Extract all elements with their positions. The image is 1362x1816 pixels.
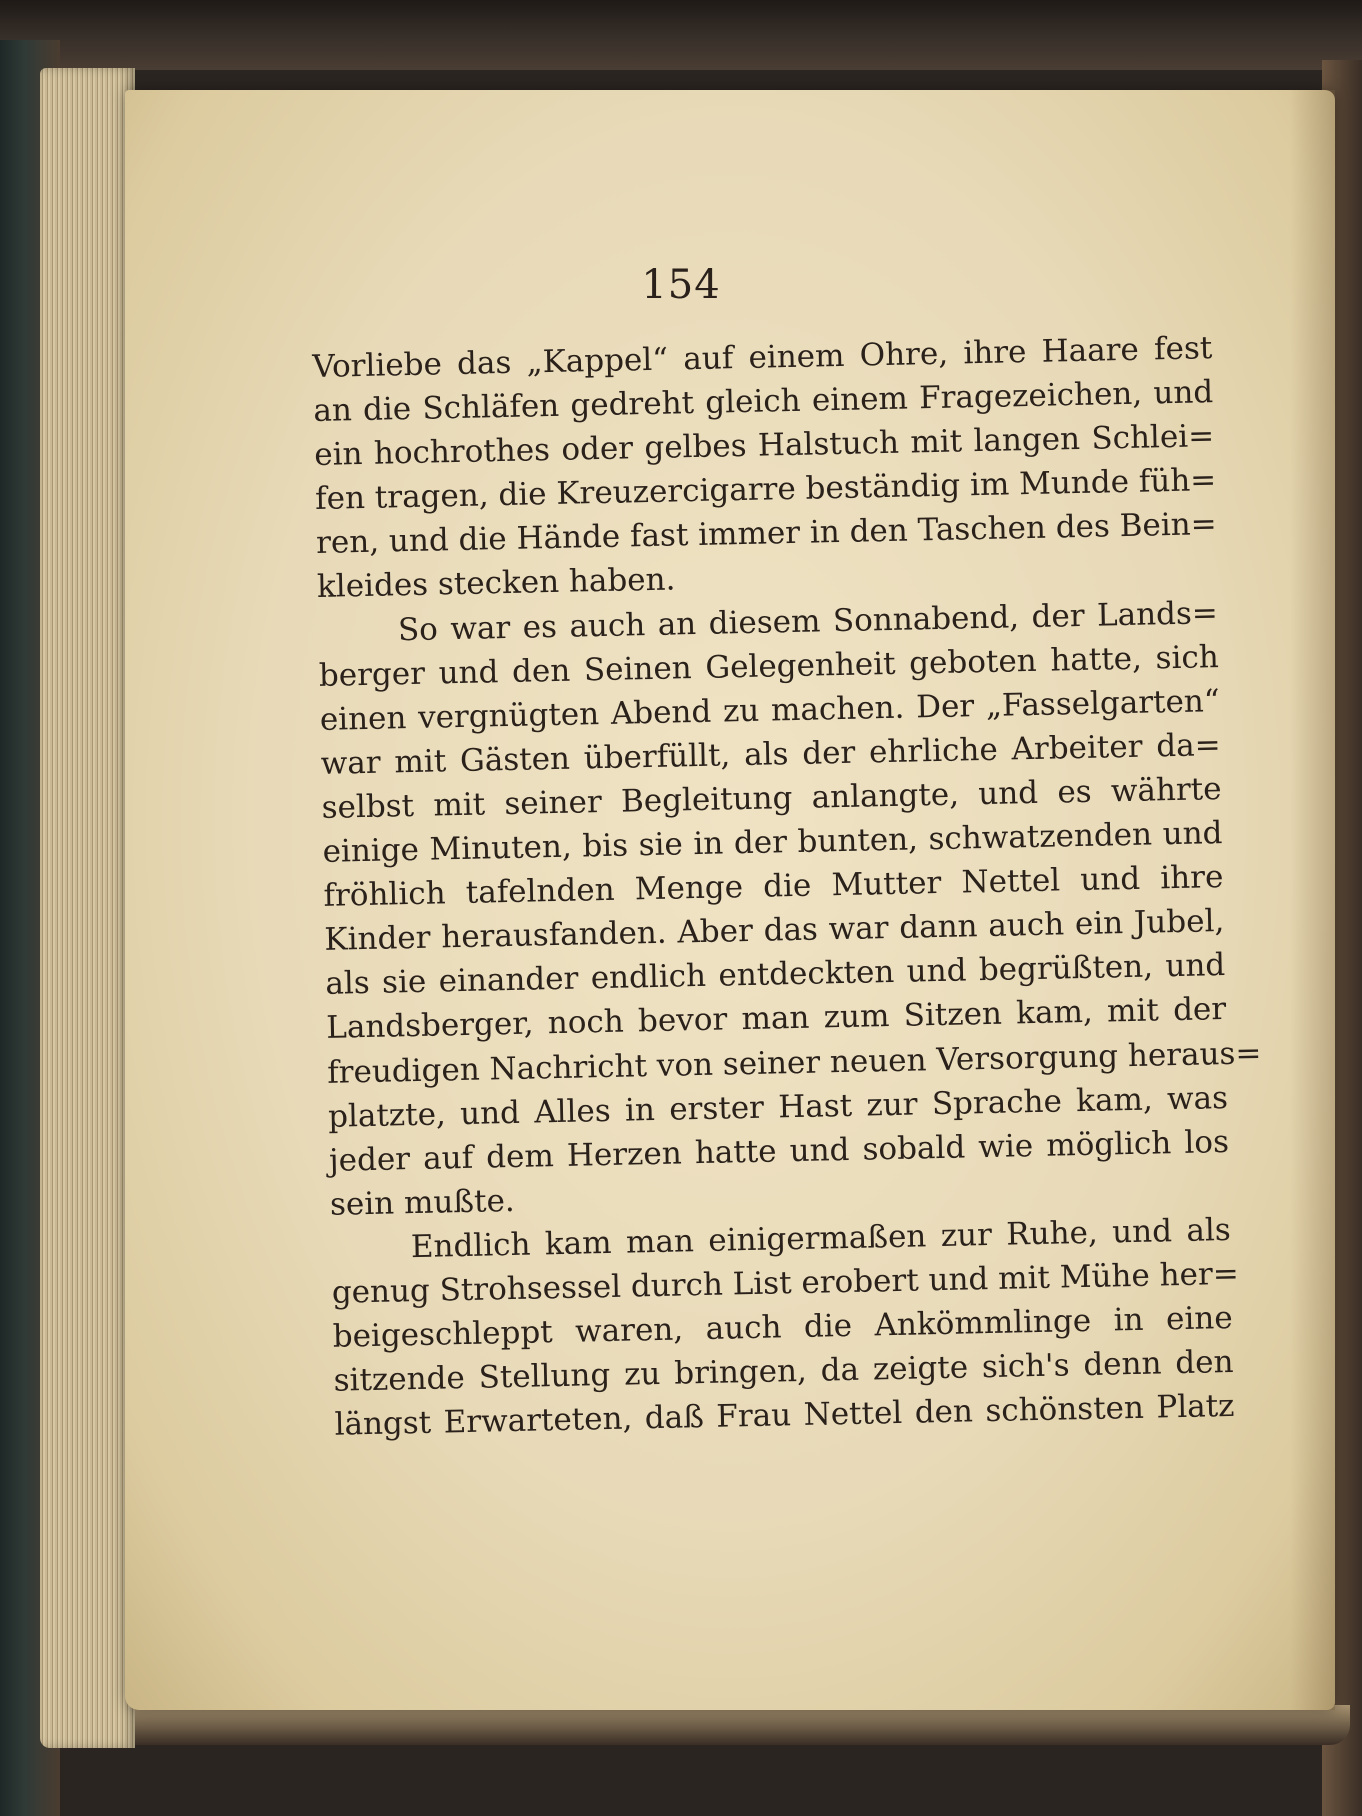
text-line: an die Schläfen gedreht gleich einem Fragezeichen, und <box>313 374 1214 430</box>
text-line: sitzende Stellung zu bringen, da zeigte sich's denn den <box>333 1344 1234 1399</box>
text-line: Vorliebe das „Kappel“ auf einem Ohre, ihre Haare fest <box>312 330 1213 385</box>
text-line: Endlich kam man einigermaßen zur Ruhe, und als <box>410 1211 1232 1265</box>
text-line: berger und den Seinen Gelegenheit geboten hatte, sich <box>318 638 1220 694</box>
text-line: genug Strohsessel durch List erobert und mit Mühe her= <box>331 1255 1240 1311</box>
page-edges <box>40 68 135 1748</box>
text-line: kleides stecken haben. <box>316 561 676 606</box>
text-line: jeder auf dem Herzen hatte und sobald wie möglich los <box>328 1123 1230 1179</box>
text-line: sein mußte. <box>329 1182 516 1223</box>
text-line: freudigen Nachricht von seiner neuen Versorgung heraus= <box>326 1034 1262 1091</box>
book-bottom-edge <box>60 1705 1350 1745</box>
text-line: als sie einander endlich entdeckten und begrüßten, und <box>325 947 1226 1003</box>
text-line: war mit Gästen überfüllt, als der ehrliche Arbeiter da= <box>320 726 1221 782</box>
text-line: Landsberger, noch bevor man zum Sitzen kam, mit der <box>325 991 1227 1047</box>
text-line: fröhlich tafelnden Menge die Mutter Nettel und ihre <box>323 859 1224 915</box>
text-line: fen tragen, die Kreuzercigarre beständig im Munde füh= <box>314 462 1217 518</box>
text-line: beigeschleppt waren, auch die Ankömmlinge in eine <box>332 1300 1233 1355</box>
page-text <box>312 326 1262 1447</box>
text-line: ren, und die Hände fast immer in den Taschen des Bein= <box>315 506 1218 562</box>
text-line: So war es auch an diesem Sonnabend, der Lands= <box>397 594 1219 648</box>
book-cover-top <box>0 0 1362 70</box>
text-line: platzte, und Alles in erster Hast zur Sprache kam, was <box>327 1079 1229 1135</box>
text-line: selbst mit seiner Begleitung anlangte, und es währte <box>321 770 1222 826</box>
text-line: ein hochrothes oder gelbes Halstuch mit langen Schlei= <box>313 418 1215 474</box>
gutter-shadow <box>1290 90 1335 1710</box>
text-line: Kinder herausfanden. Aber das war dann auch ein Jubel, <box>324 903 1225 959</box>
text-line: längst Erwarteten, daß Frau Nettel den schönsten Platz <box>334 1388 1235 1444</box>
page-number: 154 <box>641 262 721 308</box>
text-line: einen vergnügten Abend zu machen. Der „Fasselgarten“ <box>319 682 1221 738</box>
text-line: einige Minuten, bis sie in der bunten, schwatzenden und <box>322 815 1223 870</box>
